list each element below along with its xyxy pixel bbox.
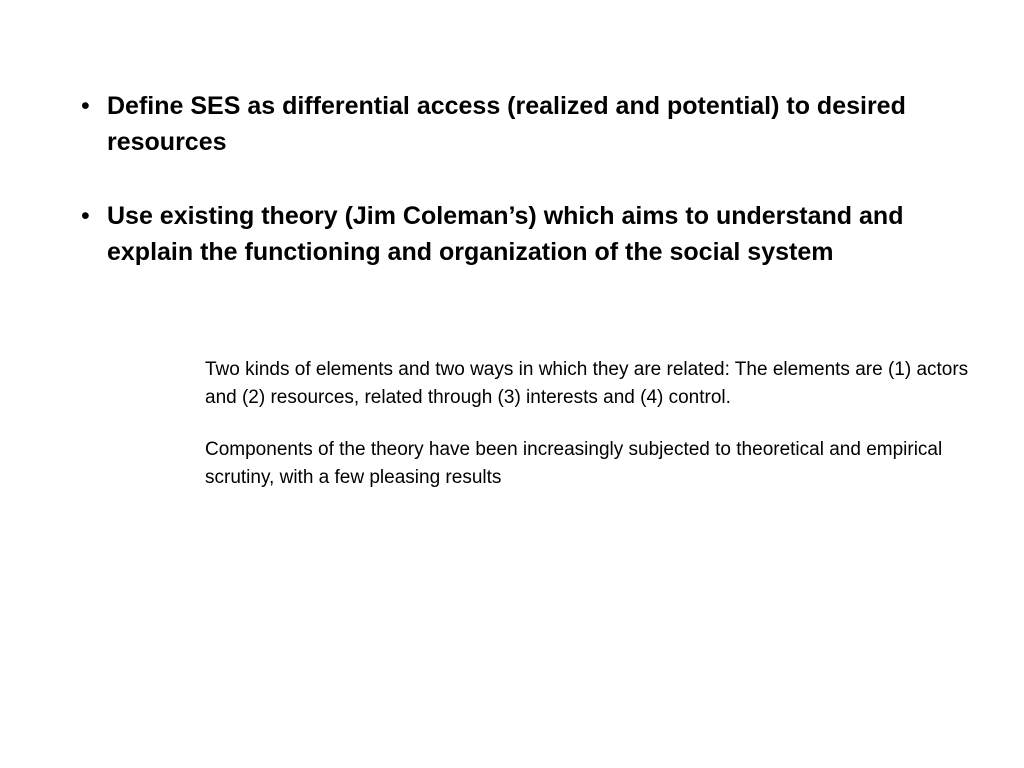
- body-paragraph: Components of the theory have been increasingly subjected to theoretical and empirical scrutiny, with a few pleasing results: [205, 439, 943, 488]
- bullet-text: Use existing theory (Jim Coleman’s) which aims to understand and explain the functioning and organization of the social system: [107, 202, 904, 266]
- body-paragraph: Two kinds of elements and two ways in which they are related: The elements are (1) actors and (2) resources, related through (3) interests and (4) control.: [205, 359, 969, 408]
- body-text-block: [205, 356, 975, 516]
- bullet-list: [80, 88, 940, 308]
- bullet-marker: •: [81, 92, 90, 120]
- bullet-marker: •: [81, 202, 90, 230]
- bullet-item: [80, 198, 940, 270]
- bullet-item: [80, 88, 940, 160]
- bullet-text: Define SES as differential access (realized and potential) to desired resources: [107, 92, 906, 156]
